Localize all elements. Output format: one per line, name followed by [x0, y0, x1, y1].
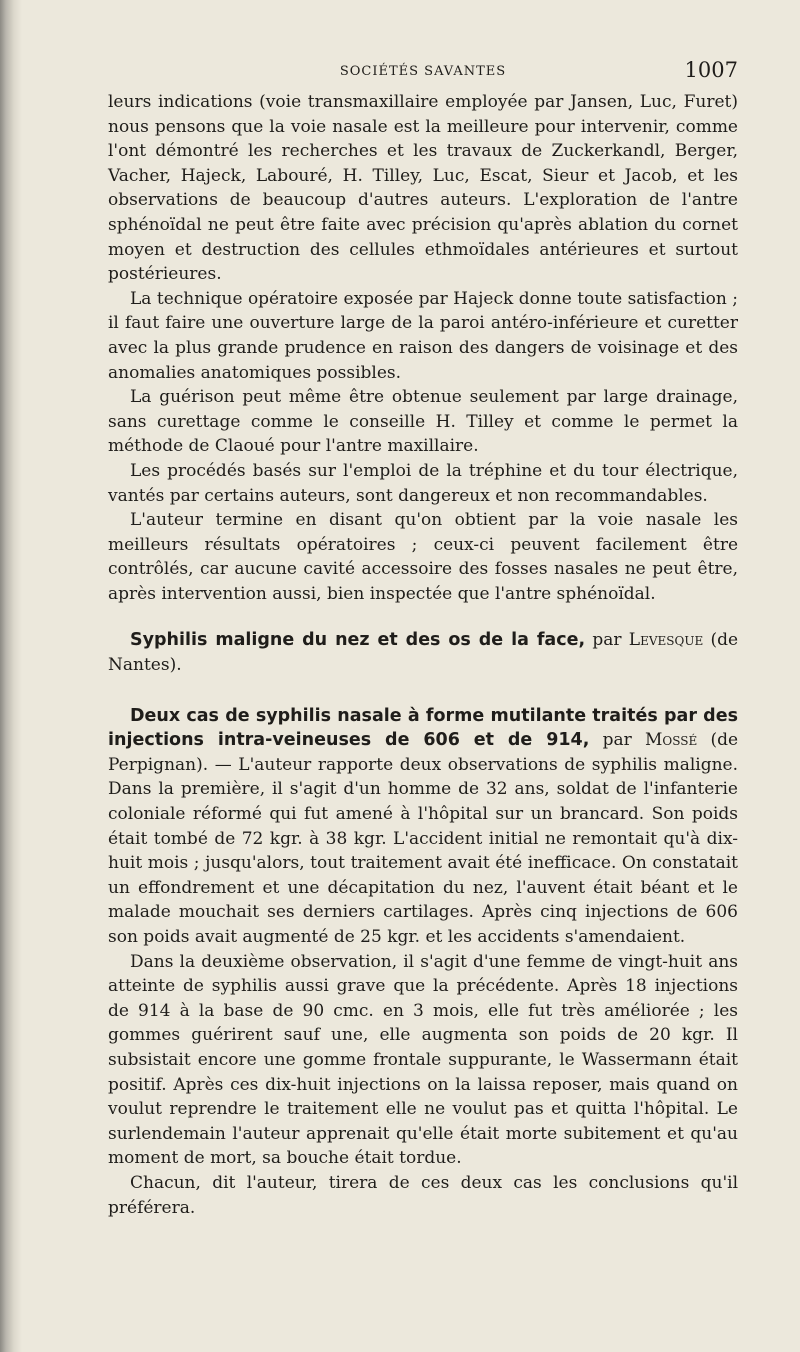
article-heading-paragraph: [108, 704, 738, 950]
article-author: Mossé: [644, 730, 698, 751]
article-intro: — L'auteur rapporte deux observations de syphilis maligne. Dans la première, il s'agit d'un homme de 32 ans, soldat de l'infanterie coloniale réformé qui fut amené à l'hôpital sur un brancard. Son poids était tombé de 72 kgr. à 38 kgr. L'accident initial ne remontait qu'à dix-huit mois ; jusqu'alors, tout traitement avait été inefficace. On constatait un effondrement et une décapitation du nez, l'auvent était béant et le malade mouchait ses derniers cartilages. Après cinq injections de 606 son poids avait augmenté de 25 kgr. et les accidents s'amendaient.: [108, 754, 738, 947]
article-title: Deux cas de syphilis nasale à forme mutilante traités par des injections intra-veineuses de 606 et de 914,: [108, 705, 738, 751]
paragraph: La technique opératoire exposée par Hajeck donne toute satisfaction ; il faut faire une ouverture large de la paroi antéro-inférieure et curetter avec la plus grande prudence en raison des dangers de voisinage et des anomalies anatomiques possibles.: [108, 288, 738, 383]
journal-page: [108, 58, 738, 1220]
paragraph: Chacun, dit l'auteur, tirera de ces deux cas les conclusions qu'il préférera.: [108, 1172, 738, 1218]
by-word: par: [602, 730, 632, 751]
article-author: Levesque: [628, 630, 704, 651]
article-title: Syphilis maligne du nez et des os de la face,: [130, 630, 586, 651]
author-location: (de Perpignan).: [108, 730, 739, 775]
by-word: par: [592, 630, 622, 651]
article-deux-cas: [108, 704, 738, 1220]
article-heading: [108, 628, 738, 677]
paragraph: L'auteur termine en disant qu'on obtient par la voie nasale les meilleurs résultats opératoires ; ceux-ci peuvent facilement être contrôlés, car aucune cavité accessoire des fosses nasales ne peut être, après intervention aussi, bien inspectée que l'antre sphénoïdal.: [108, 510, 738, 604]
author-location: (de Nantes).: [108, 630, 739, 676]
continued-text: [108, 90, 738, 606]
page-binding-edge: [0, 0, 22, 1352]
paragraph: Les procédés basés sur l'emploi de la tréphine et du tour électrique, vantés par certains auteurs, sont dangereux et non recommandables.: [108, 460, 738, 506]
page-number: 1007: [684, 58, 738, 82]
paragraph: Dans la deuxième observation, il s'agit d'une femme de vingt-huit ans atteinte de syphilis aussi grave que la précédente. Après 18 injections de 914 à la base de 90 cmc. en 3 mois, elle fut très améliorée ; les gommes guérirent sauf une, elle augmenta son poids de 20 kgr. Il subsistait encore une gomme frontale suppurante, le Wassermann était positif. Après ces dix-huit injections on la laissa reposer, mais quand on voulut reprendre le traitement elle ne voulut pas et quitta l'hôpital. Le surlendemain l'auteur apprenait qu'elle était morte subitement et qu'au moment de mort, sa bouche était tordue.: [108, 951, 738, 1169]
running-header-title: SOCIÉTÉS SAVANTES: [339, 64, 507, 79]
paragraph: La guérison peut même être obtenue seulement par large drainage, sans curettage comme le conseille H. Tilley et comme le permet la méthode de Claoué pour l'antre maxillaire.: [108, 387, 738, 457]
paragraph: leurs indications (voie transmaxillaire employée par Jansen, Luc, Furet) nous pensons que la voie nasale est la meilleure pour intervenir, comme l'ont démontré les recherches et les travaux de Zuckerkandl, Berger, Vacher, Hajeck, Labouré, H. Tilley, Luc, Escat, Sieur et Jacob, et les observations de beaucoup d'autres auteurs. L'exploration de l'antre sphénoïdal ne peut être faite avec précision qu'après ablation du cornet moyen et destruction des cellules ethmoïdales antérieures et surtout postérieures.: [108, 92, 738, 285]
article-syphilis-maligne: [108, 628, 738, 677]
running-header: [108, 58, 738, 90]
